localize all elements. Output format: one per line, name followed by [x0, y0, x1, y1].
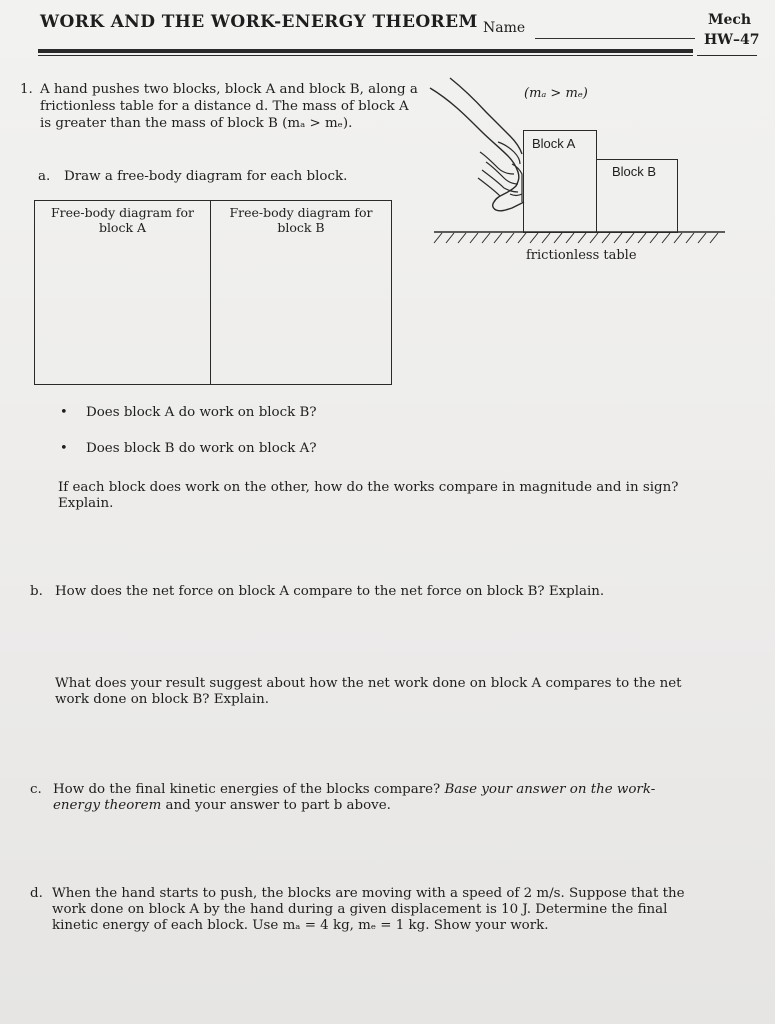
part-c-line1-italic: Base your answer on the work-: [444, 782, 656, 797]
part-d-letter: d.: [30, 886, 43, 901]
block-a-label: Block A: [532, 136, 576, 151]
course-label: Mech: [708, 12, 752, 28]
part-d-line2: work done on block A by the hand during a given displacement is 10 J. Determine the final: [52, 902, 668, 917]
header-rule-thin: [38, 55, 693, 56]
bullet-question-1: Does block A do work on block B?: [86, 405, 317, 420]
part-c-letter: c.: [30, 782, 42, 797]
fbd-divider: [210, 200, 211, 384]
blocks-diagram: [420, 70, 740, 270]
header-rule-right: [697, 55, 757, 56]
part-a-letter: a.: [38, 169, 51, 184]
question-intro-line2: frictionless table for a distance d. The mass of block A: [40, 99, 409, 114]
part-b-prompt: How does the net force on block A compare to the net force on block B? Explain.: [55, 584, 605, 599]
part-c-line2: [53, 798, 713, 814]
part-a-followup-line2: Explain.: [58, 496, 114, 511]
table-caption: frictionless table: [526, 248, 637, 263]
question-number: 1.: [20, 82, 33, 97]
part-d-line1: When the hand starts to push, the blocks are moving with a speed of 2 m/s. Suppose that the: [52, 886, 685, 901]
header-rule: [38, 49, 693, 53]
question-intro-line3: is greater than the mass of block B (mₐ > mₑ).: [40, 116, 353, 131]
bullet-dot: •: [60, 441, 68, 456]
part-b-followup-line2: work done on block B? Explain.: [55, 692, 270, 707]
part-c-line1: [53, 782, 713, 798]
fbd-a-label: Free-body diagram for block A: [50, 205, 195, 235]
part-c-line2-italic: energy theorem: [53, 798, 162, 813]
fbd-b-label: Free-body diagram for block B: [229, 205, 373, 235]
block-b-label: Block B: [612, 164, 657, 179]
worksheet-title: WORK AND THE WORK-ENERGY THEOREM: [40, 12, 478, 32]
name-line: [535, 38, 695, 39]
part-a-followup-line1: If each block does work on the other, how do the works compare in magnitude and in sign?: [58, 480, 679, 495]
bullet-question-2: Does block B do work on block A?: [86, 441, 317, 456]
part-b-followup-line1: What does your result suggest about how the net work done on block A compares to the net: [55, 676, 682, 691]
part-a-prompt: Draw a free-body diagram for each block.: [64, 169, 348, 184]
part-d-line3: kinetic energy of each block. Use mₐ = 4 kg, mₑ = 1 kg. Show your work.: [52, 918, 549, 933]
name-label: Name: [483, 20, 526, 36]
hw-number: HW–47: [704, 32, 760, 48]
mass-relation: (mₐ > mₑ): [524, 86, 588, 101]
question-intro-line1: A hand pushes two blocks, block A and block B, along a: [40, 82, 418, 97]
part-c-line1-plain: How do the final kinetic energies of the blocks compare?: [53, 782, 445, 797]
bullet-dot: •: [60, 405, 68, 420]
part-c-line2-plain: and your answer to part b above.: [161, 798, 391, 813]
part-b-letter: b.: [30, 584, 43, 599]
